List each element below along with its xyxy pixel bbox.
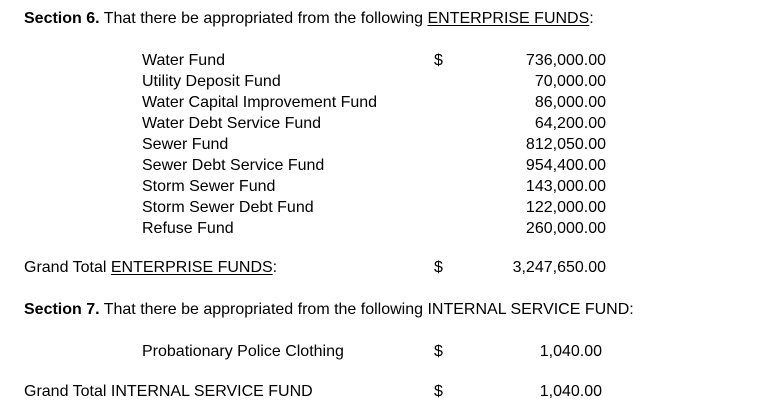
internal-service-item-amount: 1,040.00 xyxy=(539,343,602,360)
fund-name: Water Capital Improvement Fund xyxy=(142,94,378,111)
section-6-funds-term: ENTERPRISE FUNDS xyxy=(427,10,590,27)
fund-amount: 122,000.00 xyxy=(525,199,606,216)
internal-service-item-currency: $ xyxy=(434,343,443,360)
fund-name: Water Fund xyxy=(142,52,225,69)
grand-total-term: ENTERPRISE FUNDS xyxy=(110,259,273,276)
section-7-label: Section 7. xyxy=(24,301,100,318)
fund-name: Storm Sewer Fund xyxy=(142,178,276,195)
internal-service-grand-total-amount: 1,040.00 xyxy=(539,383,602,400)
fund-amount: 70,000.00 xyxy=(534,73,606,90)
internal-service-grand-total-label: Grand Total INTERNAL SERVICE FUND xyxy=(24,383,313,400)
fund-name: Utility Deposit Fund xyxy=(142,73,281,90)
currency-symbol: $ xyxy=(434,52,443,69)
internal-service-item-name: Probationary Police Clothing xyxy=(142,343,344,360)
section-6-label: Section 6. xyxy=(24,10,100,27)
fund-amount: 954,400.00 xyxy=(525,157,606,174)
fund-name: Sewer Debt Service Fund xyxy=(142,157,325,174)
section-6-colon: : xyxy=(589,10,594,27)
fund-name: Refuse Fund xyxy=(142,220,234,237)
internal-service-grand-total-currency: $ xyxy=(434,383,443,400)
fund-name: Storm Sewer Debt Fund xyxy=(142,199,314,216)
fund-amount: 812,050.00 xyxy=(525,136,606,153)
fund-amount: 86,000.00 xyxy=(534,94,606,111)
enterprise-grand-total-label xyxy=(24,258,277,278)
fund-amount: 64,200.00 xyxy=(534,115,606,132)
enterprise-grand-total-currency: $ xyxy=(434,259,443,276)
section-7-heading xyxy=(24,300,634,320)
fund-name: Water Debt Service Fund xyxy=(142,115,322,132)
section-7-text: That there be appropriated from the following INTERNAL SERVICE FUND: xyxy=(103,301,634,318)
enterprise-grand-total-amount: 3,247,650.00 xyxy=(512,259,606,276)
fund-amount: 736,000.00 xyxy=(525,52,606,69)
grand-total-colon: : xyxy=(272,259,278,276)
fund-amount: 260,000.00 xyxy=(525,220,606,237)
fund-name: Sewer Fund xyxy=(142,136,229,153)
section-6-text: That there be appropriated from the following xyxy=(103,10,428,27)
fund-amount: 143,000.00 xyxy=(525,178,606,195)
grand-total-prefix: Grand Total xyxy=(24,259,111,276)
section-6-heading xyxy=(24,9,594,29)
